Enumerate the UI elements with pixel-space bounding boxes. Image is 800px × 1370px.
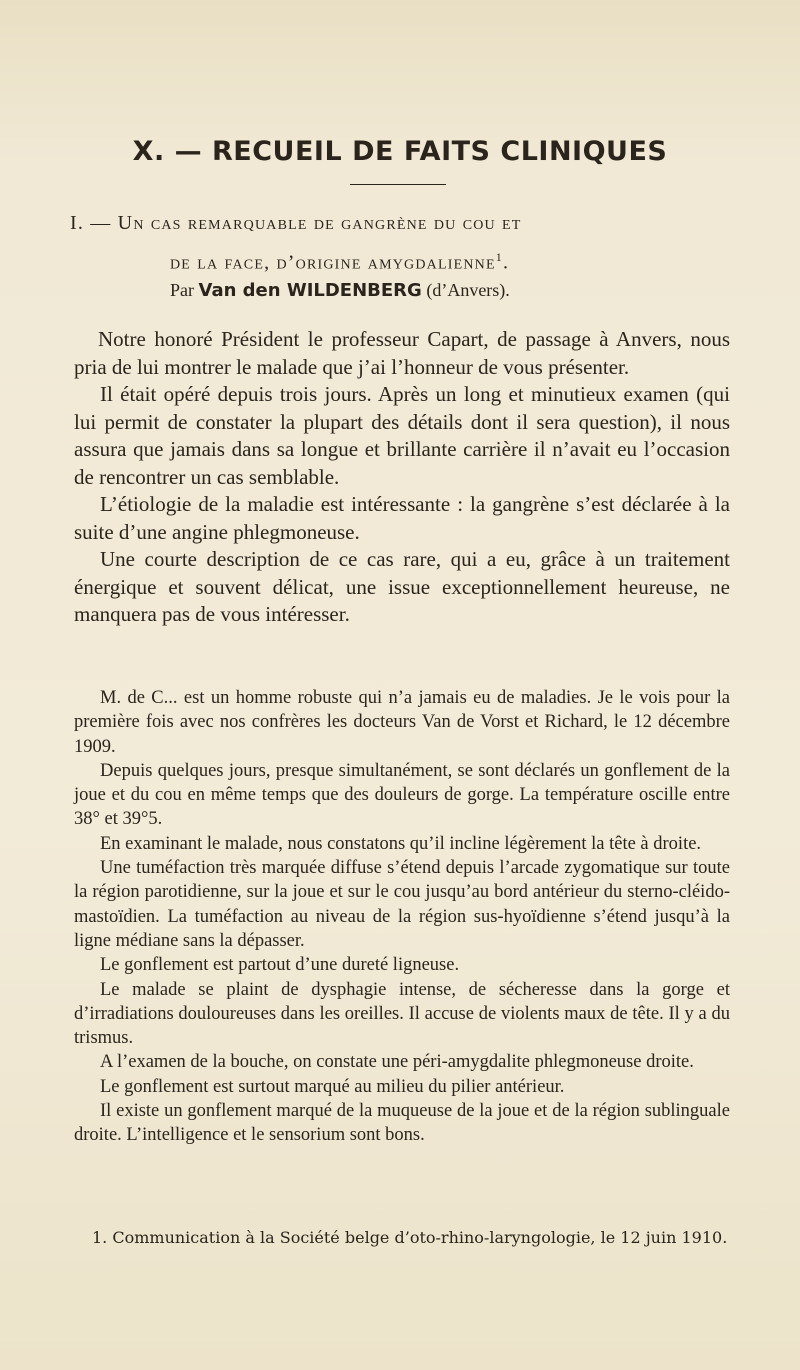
case-paragraph: Il existe un gonflement marqué de la muqueuse de la joue et de la région sublinguale droite. L’intelligence et le sensorium sont bons.: [74, 1101, 730, 1146]
section-title: X. — RECUEIL DE FAITS CLINIQUES: [132, 136, 668, 167]
case-paragraph: Depuis quelques jours, presque simultanément, se sont déclarés un gonflement de la joue et du cou en même temps que des douleurs de gorge. La température oscille entre 38° et 39°5.: [74, 760, 730, 830]
intro-text: [74, 326, 730, 629]
article-title-text-1: Un cas remarquable de gangrène du cou et: [117, 212, 522, 234]
footnote-text: 1. Communication à la Société belge d’oto-rhino-laryngologie, le 12 juin 1910.: [92, 1228, 728, 1247]
case-paragraph: Le gonflement est partout d’une dureté ligneuse.: [100, 955, 460, 976]
case-paragraph: A l’examen de la bouche, on constate une péri-amygdalite phlegmoneuse droite.: [100, 1052, 694, 1073]
article-title-text-2: de la face, d’origine amygdalienne: [170, 251, 496, 274]
case-paragraph: En examinant le malade, nous constatons qu’il incline légèrement la tête à droite.: [100, 833, 702, 854]
case-report-text: [74, 686, 730, 1148]
case-paragraph: Le malade se plaint de dysphagie intense, de sécheresse dans la gorge et d’irradiations douloureuses dans les oreilles. Il accuse de violents maux de tête. Il y a du trismus.: [74, 979, 730, 1049]
footnote-ref: 1: [495, 250, 503, 264]
case-paragraph: M. de C... est un homme robuste qui n’a jamais eu de maladies. Je le vois pour la première fois avec nos confrères les docteurs Van de Vorst et Richard, le 12 décembre 1909.: [74, 688, 730, 757]
author-place: (d’Anvers).: [426, 280, 510, 300]
article-title-line-1: [70, 206, 740, 240]
paragraph: Il était opéré depuis trois jours. Après un long et minutieux examen (qui lui permit de constater la plupart des détails dont il sera question), il nous assura que jamais dans sa longue et brillante carrière il n’avait eu l’occasion de rencontrer un cas semblable.: [74, 382, 730, 489]
article-title-line-2: de la face, d’origine amygdalienne$^1$.: [170, 250, 510, 274]
title-divider: [350, 184, 446, 185]
article-number: I. —: [70, 212, 112, 234]
article-title: [70, 206, 740, 280]
paragraph: Une courte description de ce cas rare, qui a eu, grâce à un traitement énergique et souvent délicat, une issue exceptionnellement heureuse, ne manquera pas de vous intéresser.: [74, 547, 730, 626]
paragraph: L’étiologie de la maladie est intéressante : la gangrène s’est déclarée à la suite d’une angine phlegmoneuse.: [74, 492, 730, 544]
footnote: [74, 1228, 730, 1248]
paragraph: Notre honoré Président le professeur Capart, de passage à Anvers, nous pria de lui montrer le malade que j’ai l’honneur de vous présenter.: [74, 327, 730, 379]
byline-prefix: Par: [170, 280, 194, 300]
author-name: Van den WILDENBERG: [198, 280, 422, 301]
case-paragraph: Le gonflement est surtout marqué au milieu du pilier antérieur.: [100, 1076, 565, 1097]
case-paragraph: Une tuméfaction très marquée diffuse s’étend depuis l’arcade zygomatique sur toute la région parotidienne, sur la joue et sur le cou jusqu’au bord antérieur du sterno-cléido-mastoïdien. La tuméfaction au niveau de la région sus-hyoïdienne s’étend jusqu’à la ligne médiane sans la dépasser.: [74, 858, 730, 951]
byline: [170, 280, 510, 301]
